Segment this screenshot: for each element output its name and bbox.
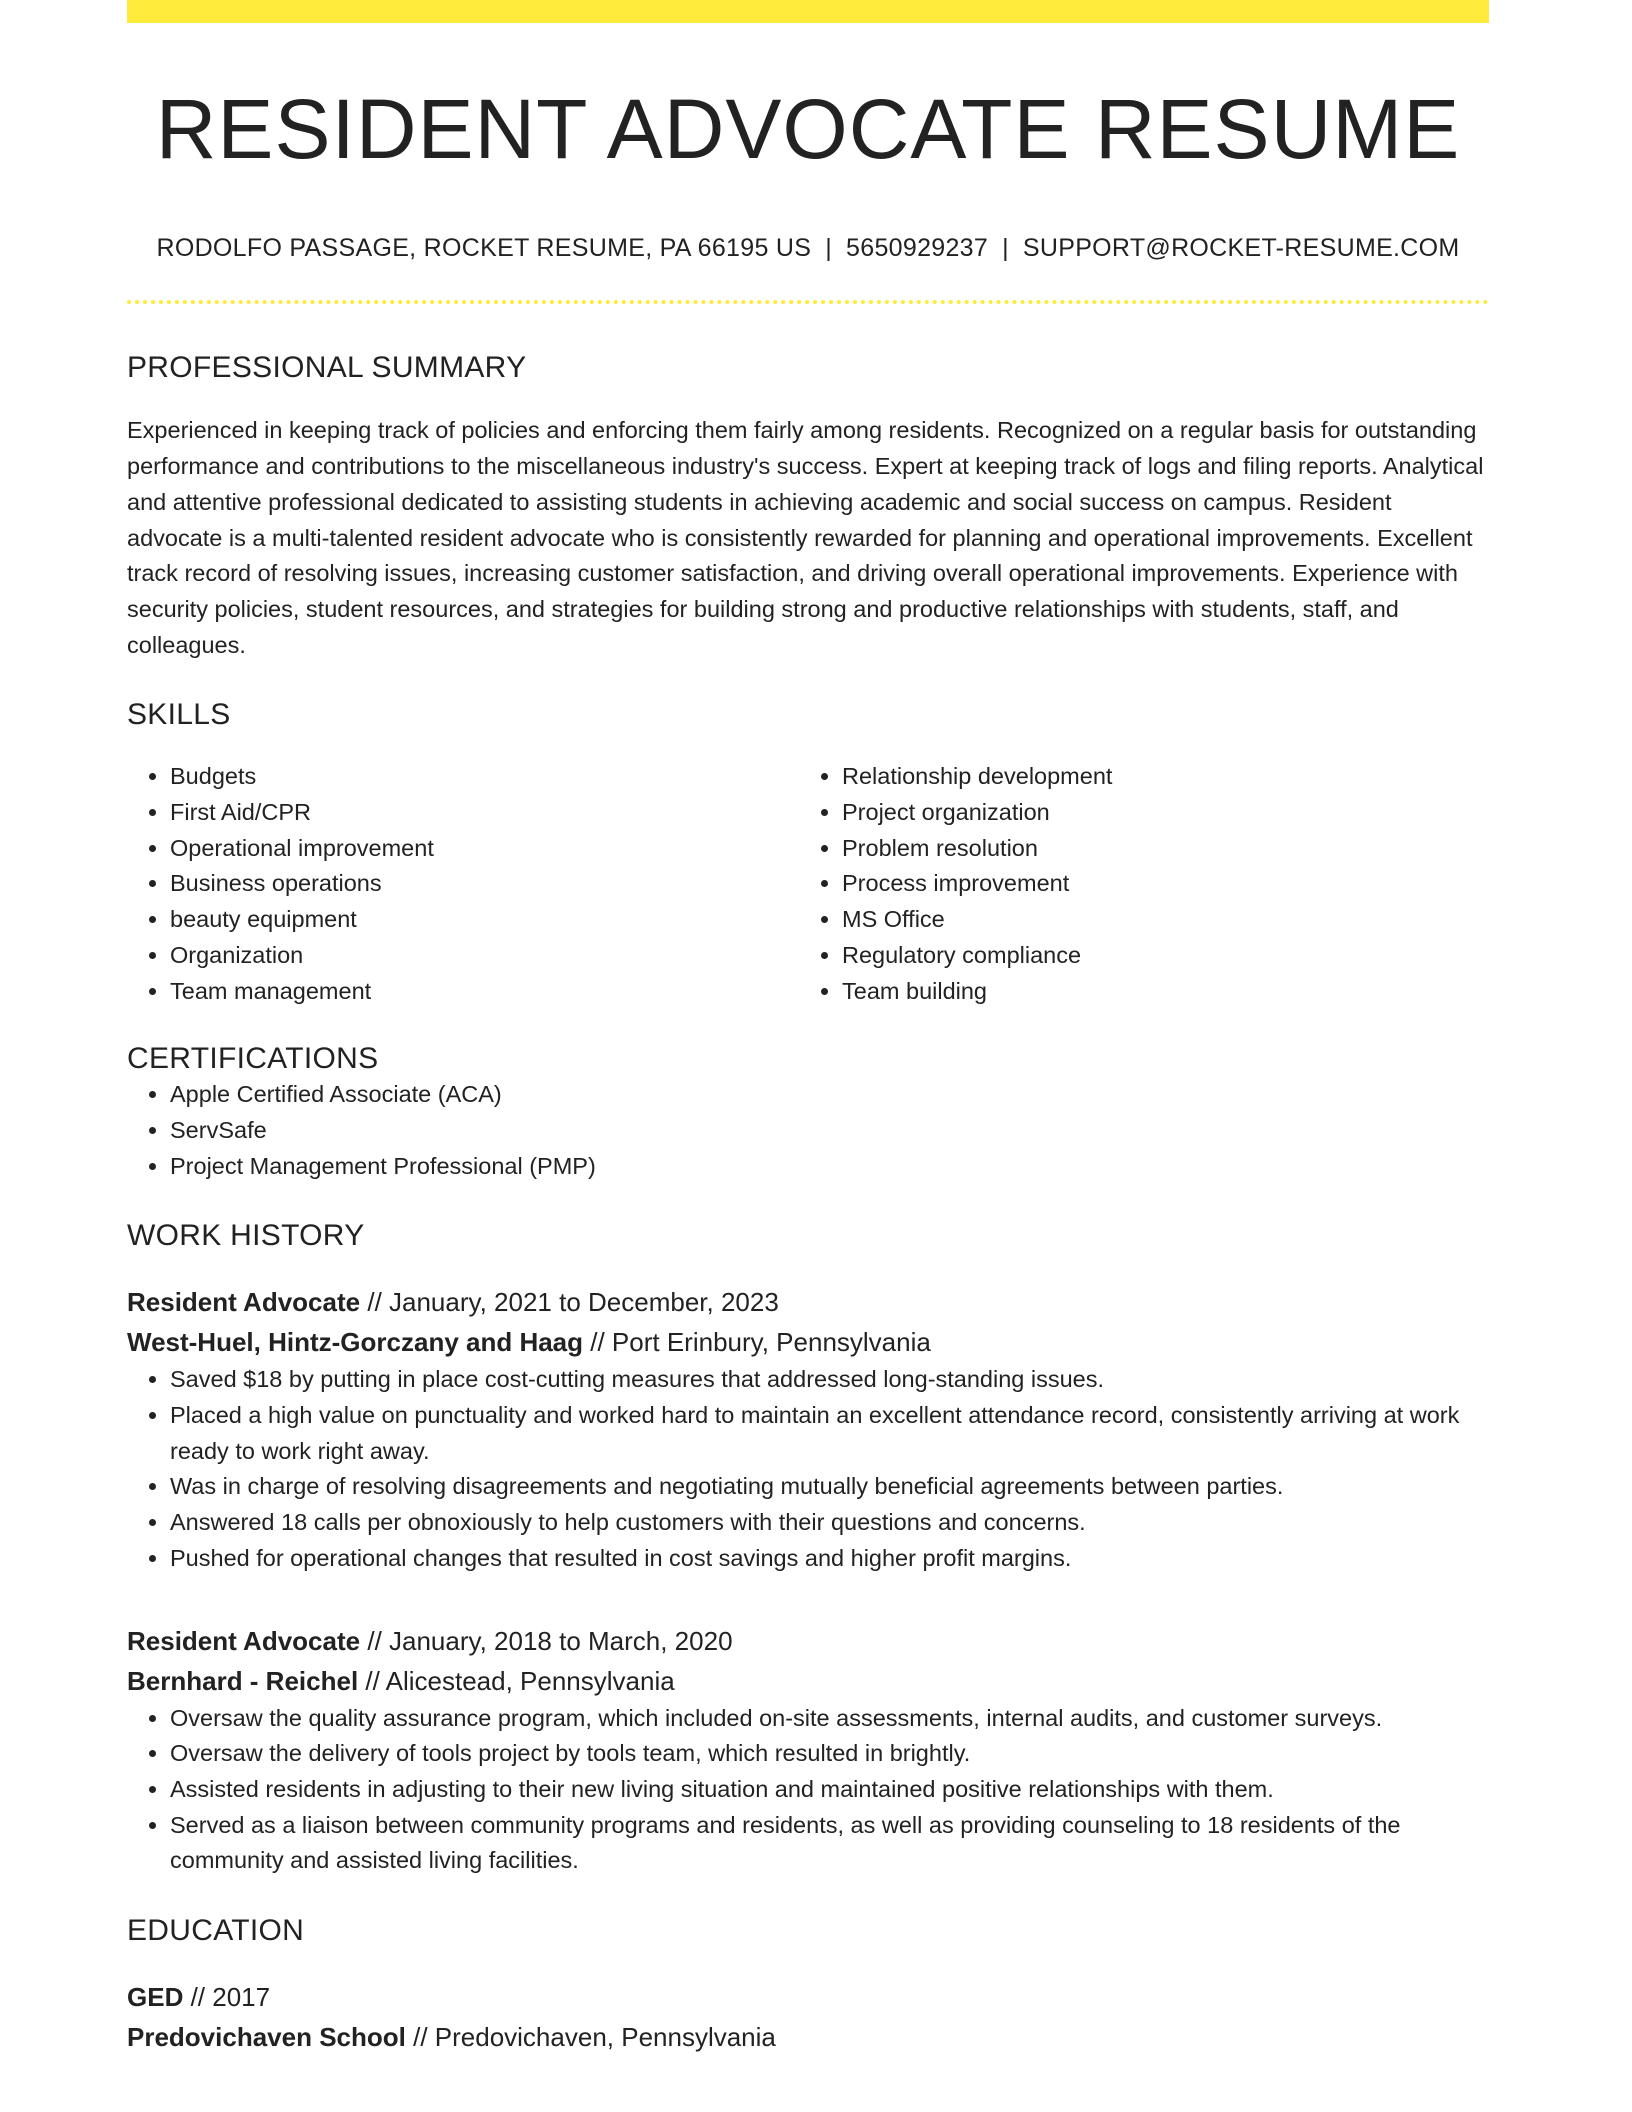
- skill-item: • Team building: [842, 974, 1471, 1010]
- job-bullet: • Answered 18 calls per obnoxiously to help customers with their questions and concerns.: [170, 1505, 1489, 1541]
- contact-line: [127, 233, 1489, 263]
- education-school: Predovichaven School: [127, 2022, 406, 2053]
- education-entry: [127, 1977, 1489, 2057]
- skills-list-left: [127, 759, 799, 1009]
- skill-item: • First Aid/CPR: [170, 795, 799, 831]
- certifications-heading: CERTIFICATIONS: [127, 1042, 379, 1076]
- job-bullet: • Oversaw the quality assurance program, which included on-site assessments, internal audits, and customer surveys.: [170, 1701, 1489, 1737]
- skill-item: • Regulatory compliance: [842, 938, 1471, 974]
- job-bullets: [127, 1701, 1489, 1880]
- contact-separator: |: [825, 234, 833, 263]
- certification-item: • ServSafe: [170, 1113, 1489, 1149]
- job-bullet: • Assisted residents in adjusting to their new living situation and maintained positive relationships with them.: [170, 1772, 1489, 1808]
- skill-item: • MS Office: [842, 902, 1471, 938]
- skill-item: • beauty equipment: [170, 902, 799, 938]
- education-school-line: [127, 2017, 1489, 2057]
- skill-item: • Relationship development: [842, 759, 1471, 795]
- job-title: Resident Advocate: [127, 1287, 361, 1318]
- job-bullets: [127, 1362, 1489, 1576]
- skill-item: • Budgets: [170, 759, 799, 795]
- top-accent-bar: [127, 0, 1489, 23]
- skill-item: • Project organization: [842, 795, 1471, 831]
- skill-item: • Organization: [170, 938, 799, 974]
- job-title: Resident Advocate: [127, 1625, 361, 1656]
- job-bullet: • Placed a high value on punctuality and worked hard to maintain an excellent attendance record, consistently arriving at work ready to work right away.: [170, 1398, 1489, 1469]
- job-bullet: • Oversaw the delivery of tools project by tools team, which resulted in brightly.: [170, 1736, 1489, 1772]
- job-company: Bernhard - Reichel: [127, 1665, 359, 1696]
- job-dates: // January, 2018 to March, 2020: [367, 1625, 733, 1656]
- skills-grid: [127, 759, 1489, 1009]
- summary-heading: PROFESSIONAL SUMMARY: [127, 351, 527, 385]
- job-bullet: • Served as a liaison between community programs and residents, as well as providing counseling to 18 residents of the community and assisted living facilities.: [170, 1808, 1489, 1879]
- education-location: // Predovichaven, Pennsylvania: [413, 2022, 776, 2053]
- work-history-heading: WORK HISTORY: [127, 1219, 365, 1253]
- education-heading: EDUCATION: [127, 1914, 305, 1948]
- education-year: // 2017: [190, 1982, 271, 2013]
- job-company-line: [127, 1322, 1489, 1362]
- skill-item: • Process improvement: [842, 866, 1471, 902]
- summary-text: Experienced in keeping track of policies and enforcing them fairly among residents. Recognized on a regular basis for outstanding performance and contributions to the miscellaneous industry's success. Expert at keeping track of logs and filing reports. Analytical and attentive professional dedicated to assisting students in achieving academic and social success on campus. Resident advocate is a multi-talented resident advocate who is consistently rewarded for planning and operational improvements. Excellent track record of resolving issues, increasing customer satisfaction, and driving overall operational improvements. Experience with security policies, student resources, and strategies for building strong and productive relationships with students, staff, and colleagues.: [127, 417, 1484, 658]
- job-title-line: [127, 1282, 1489, 1322]
- job-bullet: • Pushed for operational changes that resulted in cost savings and higher profit margins.: [170, 1541, 1489, 1577]
- job-company-line: [127, 1661, 1489, 1701]
- job-bullet: • Was in charge of resolving disagreements and negotiating mutually beneficial agreements between parties.: [170, 1469, 1489, 1505]
- certification-item: • Apple Certified Associate (ACA): [170, 1077, 1489, 1113]
- skill-item: • Business operations: [170, 866, 799, 902]
- contact-separator: |: [1002, 234, 1009, 263]
- resume-page: [127, 0, 1489, 2057]
- skills-heading: SKILLS: [127, 698, 231, 732]
- skill-item: • Operational improvement: [170, 831, 799, 867]
- skill-item: • Team management: [170, 974, 799, 1010]
- job-entry: [127, 1621, 1489, 1880]
- education-degree-line: [127, 1977, 1489, 2017]
- skills-column-left: [127, 759, 799, 1009]
- job-company: West-Huel, Hintz-Gorczany and Haag: [127, 1327, 584, 1358]
- education-degree: GED: [127, 1982, 184, 2013]
- job-dates: // January, 2021 to December, 2023: [367, 1287, 779, 1318]
- header-divider: [127, 300, 1489, 304]
- skills-column-right: [799, 759, 1471, 1009]
- contact-phone: 5650929237: [846, 234, 989, 263]
- job-bullet: • Saved $18 by putting in place cost-cutting measures that addressed long-standing issues.: [170, 1362, 1489, 1398]
- certification-item: • Project Management Professional (PMP): [170, 1149, 1489, 1185]
- contact-email: SUPPORT@ROCKET-RESUME.COM: [1022, 234, 1460, 263]
- certifications-list: [127, 1077, 1489, 1184]
- resume-title: RESIDENT ADVOCATE RESUME: [155, 82, 1461, 176]
- skill-item: • Problem resolution: [842, 831, 1471, 867]
- job-title-line: [127, 1621, 1489, 1661]
- job-entry: [127, 1282, 1489, 1576]
- job-location: // Port Erinbury, Pennsylvania: [590, 1327, 931, 1358]
- contact-address: RODOLFO PASSAGE, ROCKET RESUME, PA 66195 US: [156, 234, 812, 263]
- job-location: // Alicestead, Pennsylvania: [365, 1665, 675, 1696]
- skills-list-right: [799, 759, 1471, 1009]
